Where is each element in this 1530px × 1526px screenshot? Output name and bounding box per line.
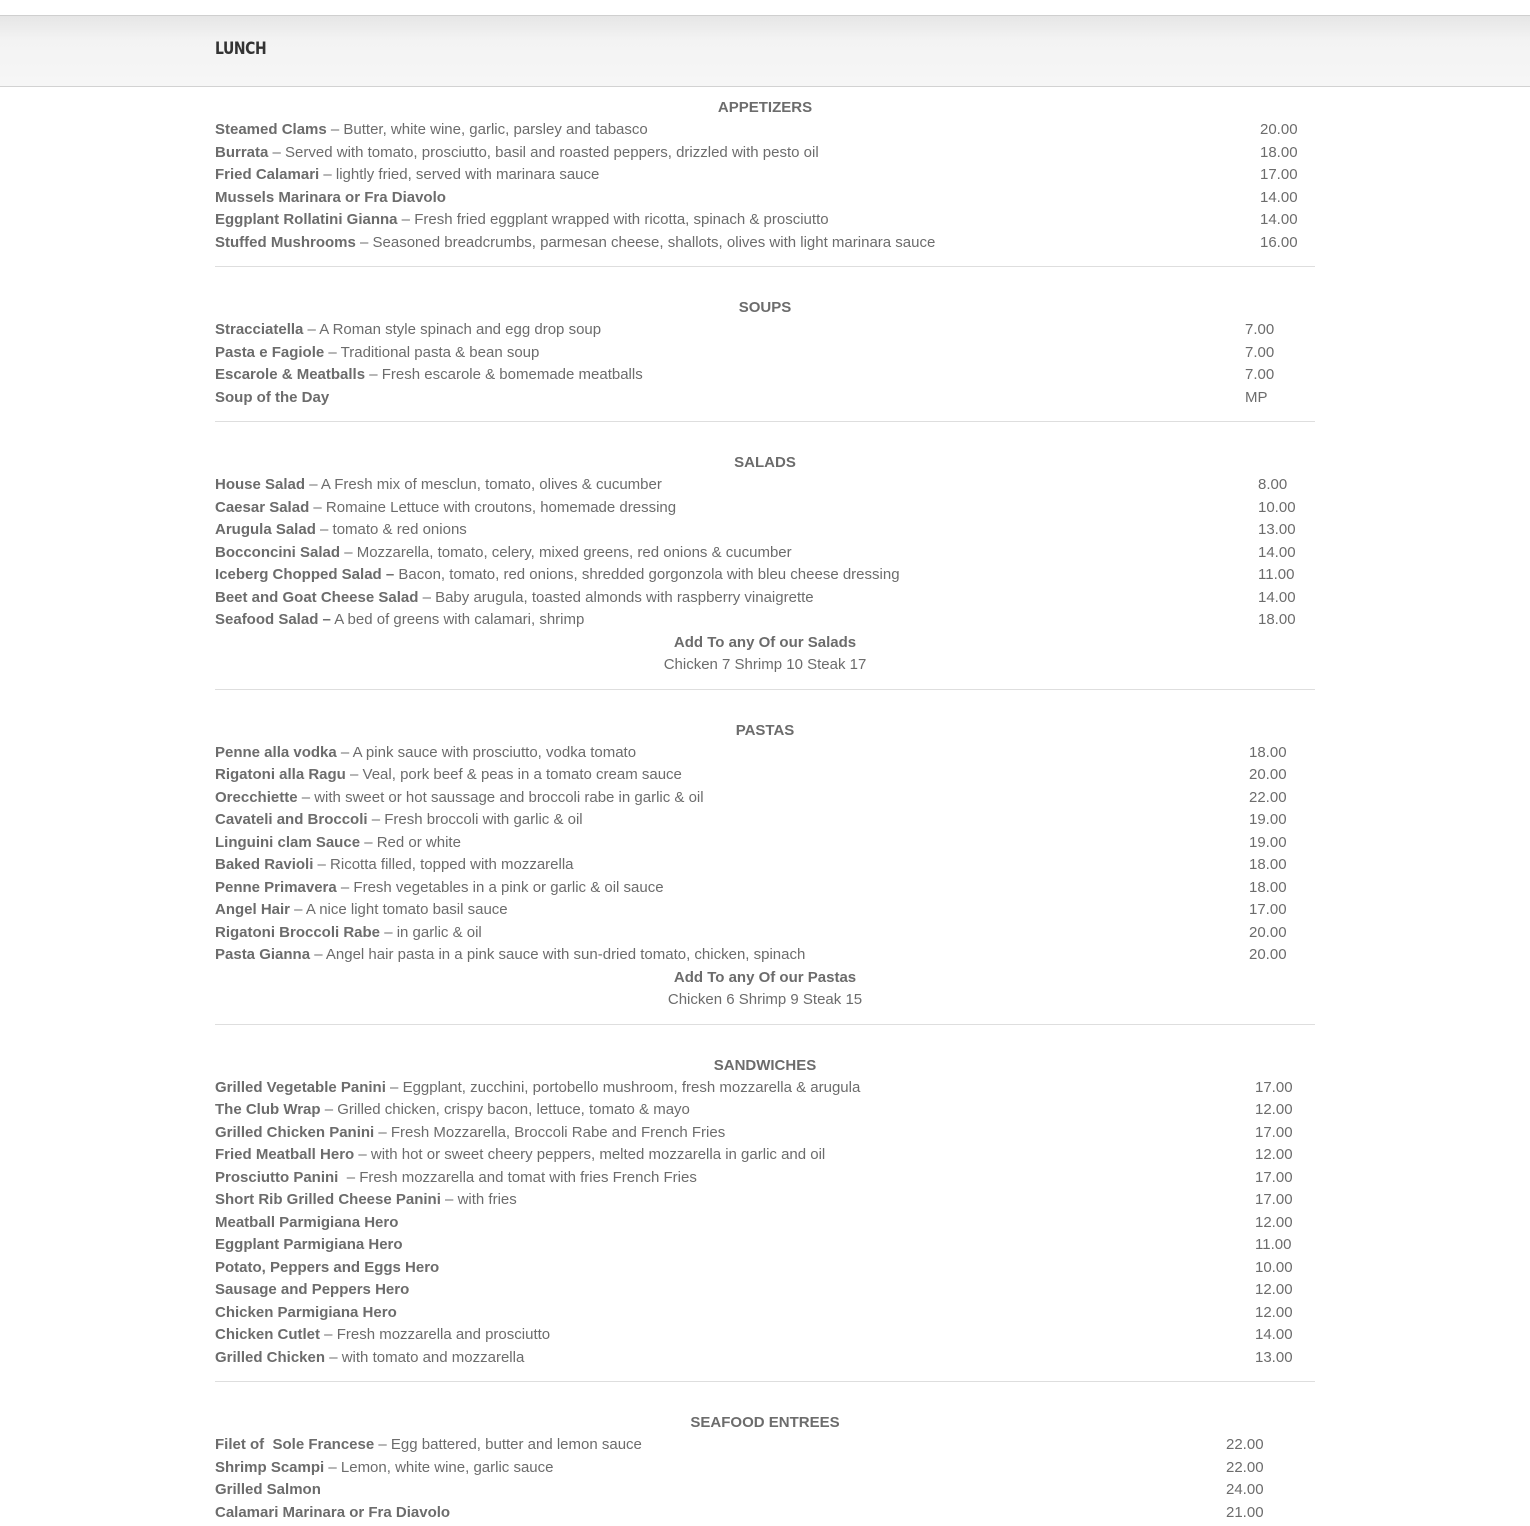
item-description: – tomato & red onions xyxy=(315,521,467,538)
addon-prices: Chicken 7 Shrimp 10 Steak 17 xyxy=(663,656,867,673)
menu-item xyxy=(215,564,1315,587)
item-description: – Egg battered, butter and lemon sauce xyxy=(374,1436,642,1453)
item-name: Angel Hair xyxy=(215,901,291,918)
item-name: Filet of Sole Francese xyxy=(215,1436,375,1453)
item-price: 16.00 xyxy=(1260,233,1298,251)
menu-item xyxy=(215,1077,1315,1100)
item-name: Sausage and Peppers Hero xyxy=(215,1281,410,1298)
item-description: – A Roman style spinach and egg drop soup xyxy=(303,321,602,338)
item-name: Rigatoni alla Ragu xyxy=(215,766,346,783)
section-title: APPETIZERS xyxy=(717,99,813,116)
item-price: 13.00 xyxy=(1255,1348,1293,1366)
section-title: PASTAS xyxy=(735,721,795,739)
section-soups xyxy=(215,296,1315,422)
menu-item xyxy=(215,209,1315,232)
item-price: 7.00 xyxy=(1245,343,1275,361)
item-price: 17.00 xyxy=(1255,1168,1293,1186)
menu-item xyxy=(215,342,1315,365)
item-description: Bacon, tomato, red onions, shredded gorgonzola with bleu cheese dressing xyxy=(394,566,900,583)
item-description: – Fresh Mozzarella, Broccoli Rabe and French Fries xyxy=(374,1123,726,1141)
section-divider xyxy=(215,1381,1315,1382)
item-name: Orecchiette xyxy=(215,788,298,806)
section-title: SALADS xyxy=(734,454,796,471)
item-name: Grilled Chicken xyxy=(215,1348,326,1366)
section-appetizers xyxy=(215,96,1315,267)
item-description: – Veal, pork beef & peas in a tomato cream sauce xyxy=(345,766,682,783)
item-name: Meatball Parmigiana Hero xyxy=(215,1213,399,1231)
menu-item xyxy=(215,1279,1315,1302)
menu-item xyxy=(215,1189,1315,1212)
menu-item xyxy=(215,319,1315,342)
item-name: Chicken Cutlet xyxy=(215,1326,321,1343)
menu-item xyxy=(215,854,1315,877)
item-price: 20.00 xyxy=(1260,121,1298,138)
item-price: 20.00 xyxy=(1249,766,1287,783)
item-name: Shrimp Scampi xyxy=(215,1458,325,1476)
menu-item xyxy=(215,1212,1315,1235)
item-description: – Angel hair pasta in a pink sauce with sun-dried tomato, chicken, spinach xyxy=(310,946,806,963)
menu-item xyxy=(215,899,1315,922)
item-name: Cavateli and Broccoli xyxy=(215,811,368,828)
menu-item xyxy=(215,1167,1315,1190)
item-description: – Eggplant, zucchini, portobello mushroom, fresh mozzarella & arugula xyxy=(385,1078,861,1096)
item-price: 18.00 xyxy=(1258,611,1296,628)
item-price: 7.00 xyxy=(1245,321,1275,338)
item-price: 17.00 xyxy=(1260,166,1298,183)
item-description: – Ricotta filled, topped with mozzarella xyxy=(313,856,574,873)
menu-content xyxy=(215,96,1315,1524)
item-description: – A nice light tomato basil sauce xyxy=(290,901,508,918)
menu-item xyxy=(215,1144,1315,1167)
item-name: Fried Calamari xyxy=(215,166,320,183)
item-description: – Fresh broccoli with garlic & oil xyxy=(367,811,583,828)
item-price: 12.00 xyxy=(1255,1281,1293,1298)
item-description: – Romaine Lettuce with croutons, homemade dressing xyxy=(309,498,677,516)
item-name: House Salad xyxy=(215,476,306,493)
item-name: Penne Primavera xyxy=(215,878,337,896)
item-price: 22.00 xyxy=(1249,788,1287,806)
item-price: 21.00 xyxy=(1226,1503,1264,1521)
item-price: 10.00 xyxy=(1258,498,1296,516)
item-name: Penne alla vodka xyxy=(215,743,337,761)
item-price: 10.00 xyxy=(1255,1258,1293,1276)
item-price: 17.00 xyxy=(1249,901,1287,918)
item-description: – lightly fried, served with marinara sauce xyxy=(319,166,600,183)
item-price: 13.00 xyxy=(1258,521,1296,538)
item-description: – with sweet or hot saussage and broccoli rabe in garlic & oil xyxy=(297,788,704,806)
item-description: – Grilled chicken, crispy bacon, lettuce, tomato & mayo xyxy=(320,1101,690,1118)
item-description: – Butter, white wine, garlic, parsley and tabasco xyxy=(326,121,648,138)
menu-item xyxy=(215,809,1315,832)
item-description: – Mozzarella, tomato, celery, mixed greens, red onions & cucumber xyxy=(340,543,792,561)
item-name: Steamed Clams xyxy=(215,121,327,138)
item-description: – A Fresh mix of mesclun, tomato, olives & cucumber xyxy=(305,476,662,493)
section-salads xyxy=(215,451,1315,690)
item-description: – Fresh vegetables in a pink or garlic & oil sauce xyxy=(336,878,664,896)
item-price: 17.00 xyxy=(1255,1191,1293,1208)
addon-prices: Chicken 6 Shrimp 9 Steak 15 xyxy=(667,991,863,1008)
item-description: – Fresh mozzarella and prosciutto xyxy=(320,1326,551,1343)
item-name: Prosciutto Panini xyxy=(215,1168,339,1186)
item-name: Caesar Salad xyxy=(215,498,310,516)
item-price: 22.00 xyxy=(1226,1436,1264,1453)
item-price: 11.00 xyxy=(1255,1236,1292,1253)
section-seafood-entrees xyxy=(215,1411,1315,1524)
menu-item xyxy=(215,164,1315,187)
menu-item xyxy=(215,742,1315,765)
item-price: 18.00 xyxy=(1249,743,1287,761)
title-bar xyxy=(0,16,1530,87)
item-name: Iceberg Chopped Salad – xyxy=(215,566,395,583)
menu-item xyxy=(215,1457,1315,1480)
item-price: 11.00 xyxy=(1258,566,1295,583)
menu-item xyxy=(215,497,1315,520)
item-name: Chicken Parmigiana Hero xyxy=(215,1303,397,1321)
menu-item xyxy=(215,877,1315,900)
menu-item xyxy=(215,1479,1315,1502)
item-description: – with fries xyxy=(440,1191,517,1208)
addon-title: Add To any Of our Salads xyxy=(673,633,857,651)
menu-item xyxy=(215,609,1315,632)
item-name: Escarole & Meatballs xyxy=(215,366,366,383)
item-price: 19.00 xyxy=(1249,833,1287,851)
section-divider xyxy=(215,266,1315,267)
menu-item xyxy=(215,1099,1315,1122)
menu-item xyxy=(215,832,1315,855)
item-description: – Served with tomato, prosciutto, basil and roasted peppers, drizzled with pesto oil xyxy=(268,143,819,161)
addon-title: Add To any Of our Pastas xyxy=(673,968,857,986)
item-description: – Baby arugula, toasted almonds with raspberry vinaigrette xyxy=(418,588,814,606)
menu-item xyxy=(215,1234,1315,1257)
menu-item xyxy=(215,519,1315,542)
item-price: 12.00 xyxy=(1255,1213,1293,1231)
item-name: Seafood Salad – xyxy=(215,611,331,628)
item-name: Baked Ravioli xyxy=(215,856,314,873)
menu-item xyxy=(215,922,1315,945)
item-name: Fried Meatball Hero xyxy=(215,1146,355,1163)
section-divider xyxy=(215,689,1315,690)
item-description: – Fresh escarole & bomemade meatballs xyxy=(365,366,643,383)
item-name: Short Rib Grilled Cheese Panini xyxy=(215,1191,441,1208)
section-title: SOUPS xyxy=(738,299,792,316)
item-price: 12.00 xyxy=(1255,1303,1293,1321)
item-description: – A pink sauce with prosciutto, vodka tomato xyxy=(336,743,637,761)
menu-item xyxy=(215,387,1315,410)
item-price: 20.00 xyxy=(1249,946,1287,963)
item-price: 17.00 xyxy=(1255,1123,1293,1141)
item-price: 14.00 xyxy=(1260,211,1298,228)
item-price: 22.00 xyxy=(1226,1458,1264,1476)
menu-item xyxy=(215,944,1315,967)
item-name: Pasta e Fagiole xyxy=(215,343,325,361)
item-price: 24.00 xyxy=(1226,1481,1264,1498)
item-name: Grilled Vegetable Panini xyxy=(215,1078,386,1096)
page-title: LUNCH xyxy=(215,39,267,59)
menu-item xyxy=(215,1434,1315,1457)
item-description: – with hot or sweet cheery peppers, melted mozzarella in garlic and oil xyxy=(354,1146,826,1163)
item-name: Eggplant Rollatini Gianna xyxy=(215,211,398,228)
menu-item xyxy=(215,587,1315,610)
menu-item xyxy=(215,474,1315,497)
item-price: 18.00 xyxy=(1260,143,1298,161)
item-price: 17.00 xyxy=(1255,1078,1293,1096)
item-name: Soup of the Day xyxy=(215,388,330,406)
item-name: Beet and Goat Cheese Salad xyxy=(215,588,419,606)
item-price: 19.00 xyxy=(1249,811,1287,828)
item-price: 14.00 xyxy=(1260,188,1298,206)
menu-item xyxy=(215,187,1315,210)
menu-item xyxy=(215,1347,1315,1370)
item-price: MP xyxy=(1245,388,1268,406)
item-price: 20.00 xyxy=(1249,923,1287,941)
item-name: Linguini clam Sauce xyxy=(215,833,361,851)
item-name: Stuffed Mushrooms xyxy=(215,233,356,251)
item-name: Calamari Marinara or Fra Diavolo xyxy=(215,1503,451,1521)
top-strip xyxy=(0,0,1530,16)
item-description: – Traditional pasta & bean soup xyxy=(324,343,540,361)
item-name: Grilled Chicken Panini xyxy=(215,1123,375,1141)
menu-item xyxy=(215,1122,1315,1145)
item-name: Burrata xyxy=(215,143,269,161)
item-name: Bocconcini Salad xyxy=(215,543,341,561)
item-price: 8.00 xyxy=(1258,476,1288,493)
item-description: – with tomato and mozzarella xyxy=(325,1348,525,1366)
item-name: Potato, Peppers and Eggs Hero xyxy=(215,1258,440,1276)
item-name: Eggplant Parmigiana Hero xyxy=(215,1236,403,1253)
item-description: A bed of greens with calamari, shrimp xyxy=(330,611,585,628)
item-description: – Red or white xyxy=(360,833,461,851)
item-price: 18.00 xyxy=(1249,878,1287,896)
item-price: 18.00 xyxy=(1249,856,1287,873)
section-pastas xyxy=(215,719,1315,1025)
menu-item xyxy=(215,1502,1315,1525)
menu-item xyxy=(215,542,1315,565)
item-name: Grilled Salmon xyxy=(215,1481,321,1498)
item-description: – Seasoned breadcrumbs, parmesan cheese, shallots, olives with light marinara sauce xyxy=(355,233,936,251)
item-name: Rigatoni Broccoli Rabe xyxy=(215,923,381,941)
item-price: 12.00 xyxy=(1255,1101,1293,1118)
item-name: Mussels Marinara or Fra Diavolo xyxy=(215,188,446,206)
menu-item xyxy=(215,364,1315,387)
item-name: Stracciatella xyxy=(215,321,304,338)
menu-item xyxy=(215,1324,1315,1347)
item-price: 7.00 xyxy=(1245,366,1275,383)
section-title: SANDWICHES xyxy=(713,1056,817,1074)
item-price: 12.00 xyxy=(1255,1146,1293,1163)
menu-item xyxy=(215,787,1315,810)
item-price: 14.00 xyxy=(1258,588,1296,606)
item-price: 14.00 xyxy=(1255,1326,1293,1343)
item-description: – Lemon, white wine, garlic sauce xyxy=(324,1458,554,1476)
menu-item xyxy=(215,1257,1315,1280)
item-name: Pasta Gianna xyxy=(215,946,311,963)
menu-item xyxy=(215,764,1315,787)
item-name: The Club Wrap xyxy=(215,1101,321,1118)
menu-item xyxy=(215,1302,1315,1325)
item-description: – Fresh fried eggplant wrapped with ricotta, spinach & prosciutto xyxy=(397,211,829,228)
item-price: 14.00 xyxy=(1258,543,1296,561)
item-name: Arugula Salad xyxy=(215,521,316,538)
section-title: SEAFOOD ENTREES xyxy=(690,1414,840,1431)
menu-item xyxy=(215,119,1315,142)
item-description: – in garlic & oil xyxy=(380,923,482,941)
section-divider xyxy=(215,421,1315,422)
section-divider xyxy=(215,1024,1315,1025)
section-sandwiches xyxy=(215,1054,1315,1383)
menu-item xyxy=(215,232,1315,255)
menu-item xyxy=(215,142,1315,165)
item-description: – Fresh mozzarella and tomat with fries French Fries xyxy=(338,1168,697,1186)
